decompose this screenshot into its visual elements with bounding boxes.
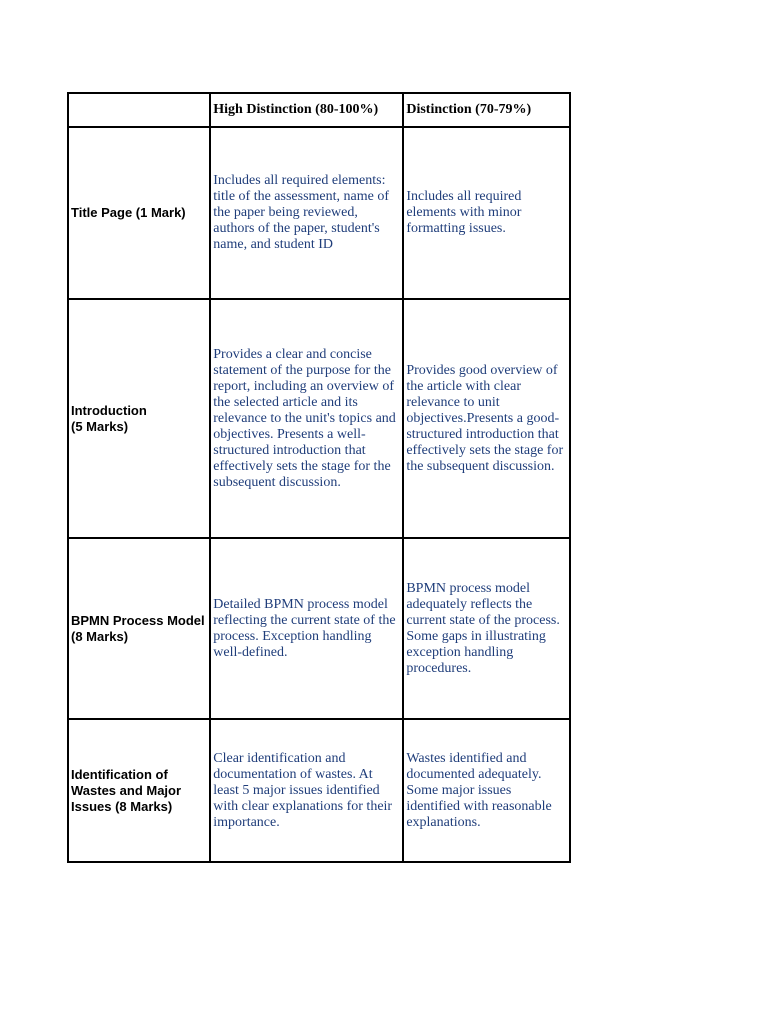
distinction-description: BPMN process model adequately reflects the current state of the process. Some gaps in illustrating exception handling procedures. bbox=[403, 538, 570, 719]
table-row bbox=[68, 299, 570, 538]
distinction-description: Wastes identified and documented adequately. Some major issues identified with reasonable explanations. bbox=[403, 719, 570, 862]
distinction-description: Provides good overview of the article with clear relevance to unit objectives.Presents a good-structured introduction that effectively sets the stage for the subsequent discussion. bbox=[403, 299, 570, 538]
high-distinction-description: Detailed BPMN process model reflecting the current state of the process. Exception handling well-defined. bbox=[210, 538, 403, 719]
criterion-title-page: Title Page (1 Mark) bbox=[68, 127, 210, 299]
high-distinction-description: Includes all required elements: title of the assessment, name of the paper being reviewed, authors of the paper, student's name, and student ID bbox=[210, 127, 403, 299]
table-row bbox=[68, 538, 570, 719]
header-distinction: Distinction (70-79%) bbox=[403, 93, 570, 127]
table-row bbox=[68, 127, 570, 299]
high-distinction-description: Provides a clear and concise statement of the purpose for the report, including an overview of the selected article and its relevance to the unit's topics and objectives. Presents a well-structured introduction that effectively sets the stage for the subsequent discussion. bbox=[210, 299, 403, 538]
table-header-row bbox=[68, 93, 570, 127]
table-row bbox=[68, 719, 570, 862]
criterion-bpmn-process-model: BPMN Process Model (8 Marks) bbox=[68, 538, 210, 719]
rubric-table bbox=[67, 92, 571, 863]
criterion-introduction: Introduction (5 Marks) bbox=[68, 299, 210, 538]
header-criteria bbox=[68, 93, 210, 127]
high-distinction-description: Clear identification and documentation of wastes. At least 5 major issues identified with clear explanations for their importance. bbox=[210, 719, 403, 862]
criterion-identification-of-wastes: Identification of Wastes and Major Issues (8 Marks) bbox=[68, 719, 210, 862]
distinction-description: Includes all required elements with minor formatting issues. bbox=[403, 127, 570, 299]
header-high-distinction: High Distinction (80-100%) bbox=[210, 93, 403, 127]
